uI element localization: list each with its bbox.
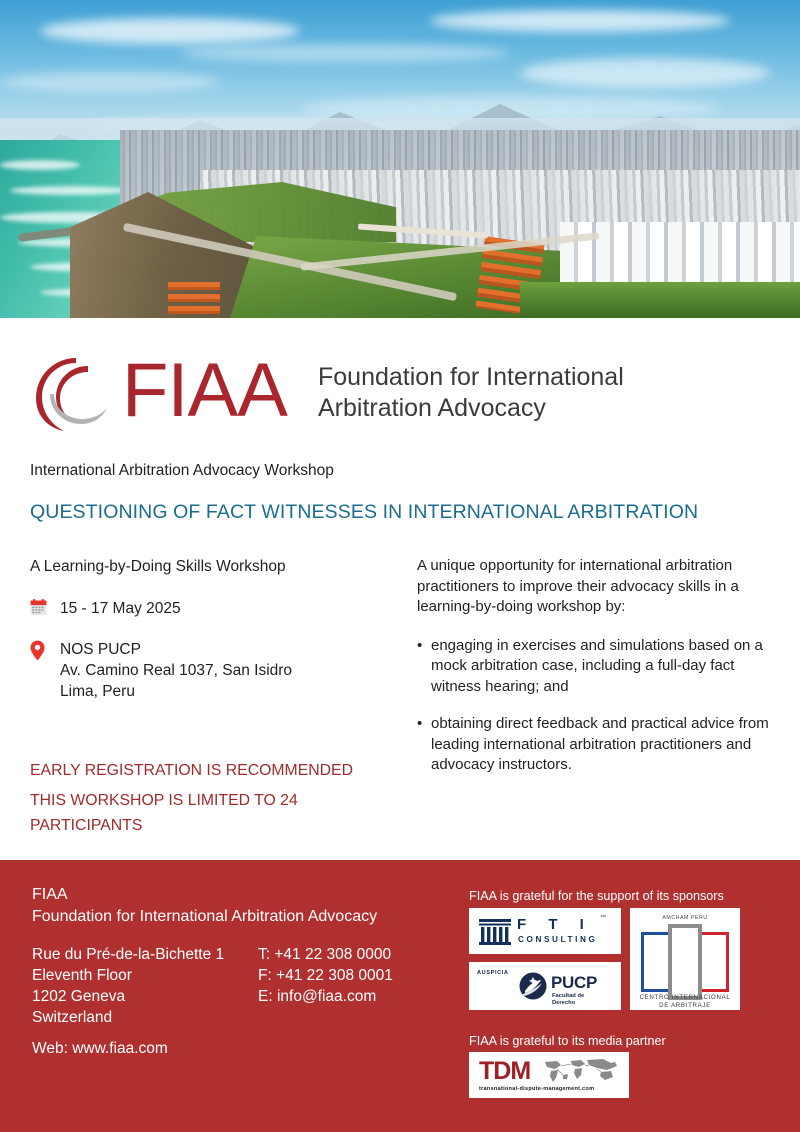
foreground-park [520, 282, 800, 318]
footer-fax: F: +41 22 308 0001 [258, 967, 393, 984]
workshop-kicker: International Arbitration Advocacy Workshop [30, 462, 334, 479]
footer-contact [258, 944, 393, 1007]
tdm-subtitle: transnational-dispute-management.com [479, 1086, 595, 1092]
sponsor-logo-amcham[interactable] [630, 908, 740, 1010]
pucp-shield-icon [519, 972, 547, 1000]
tdm-wordmark: TDM [479, 1057, 531, 1085]
venue-name: NOS PUCP [60, 641, 141, 658]
location-row [30, 639, 400, 702]
date-row [30, 598, 400, 621]
footer-website[interactable]: Web: www.fiaa.com [32, 1040, 168, 1057]
benefits-list [417, 636, 772, 776]
pucp-wordmark: PUCP [551, 973, 598, 992]
sponsor-logo-fti[interactable] [469, 908, 621, 954]
venue-address-1: Av. Camino Real 1037, San Isidro [60, 662, 293, 679]
workshop-subheading: A Learning-by-Doing Skills Workshop [30, 558, 286, 575]
amcham-red-frame [699, 932, 729, 992]
cloud [40, 18, 300, 44]
footer-org-short: FIAA [32, 886, 68, 903]
fti-column-icon [479, 917, 511, 945]
venue-block [60, 639, 292, 702]
footer-email[interactable]: E: info@fiaa.com [258, 988, 377, 1005]
footer-phone: T: +41 22 308 0000 [258, 946, 392, 963]
intro-paragraph: A unique opportunity for international arbitration practitioners to improve their advocacy skills in a learning-by-doing workshop by: [417, 557, 739, 615]
list-item [417, 714, 772, 776]
fti-trademark-icon: ™ [600, 915, 606, 921]
footer-address-line: Switzerland [32, 1009, 113, 1026]
sponsor-logo-pucp[interactable] [469, 962, 621, 1010]
registration-notice [30, 758, 410, 838]
hero-photo [0, 0, 800, 318]
description-column [417, 556, 772, 793]
list-item-text: engaging in exercises and simulations based on a mock arbitration case, including a full-day fact witness hearing; and [431, 636, 763, 695]
surf-line [10, 186, 130, 195]
map-pin-icon [30, 639, 60, 666]
brand-lockup [30, 348, 770, 442]
pucp-subtitle [552, 993, 584, 1007]
fiaa-wordmark: FIAA [122, 348, 287, 433]
footer [0, 860, 800, 1132]
bullet-marker: • [417, 636, 423, 654]
page-title: QUESTIONING OF FACT WITNESSES IN INTERNATIONAL ARBITRATION [30, 501, 699, 523]
pucp-subtitle-line2: Derecho [552, 1000, 576, 1006]
fiaa-tagline [318, 362, 624, 424]
fiaa-tagline-line1: Foundation for International [318, 363, 624, 391]
fti-subtitle: CONSULTING [518, 935, 598, 944]
amcham-gray-frame [668, 924, 702, 1000]
footer-org-full: Foundation for International Arbitration Advocacy [32, 908, 378, 925]
bullet-marker: • [417, 715, 423, 732]
registration-notice-line2: THIS WORKSHOP IS LIMITED TO 24 [30, 792, 298, 809]
amcham-name-line1: CENTRO INTERNACIONAL [639, 994, 731, 1001]
registration-notice-line3: PARTICIPANTS [30, 817, 143, 834]
pucp-subtitle-line1: Facultad de [552, 993, 585, 999]
sponsors-heading: FIAA is grateful for the support of its sponsors [469, 889, 724, 903]
amcham-top-label: AMCHAM PERU [662, 915, 708, 921]
fiaa-tagline-line2: Arbitration Advocacy [318, 394, 546, 422]
media-partner-heading: FIAA is grateful to its media partner [469, 1034, 666, 1048]
world-map-icon [541, 1058, 619, 1084]
cloud [430, 10, 730, 32]
footer-org [32, 884, 377, 928]
list-item [417, 636, 772, 698]
media-partner-logo-tdm[interactable] [469, 1052, 629, 1098]
footer-address-line: Eleventh Floor [32, 967, 132, 984]
amcham-name-line2: DE ARBITRAJE [659, 1002, 711, 1009]
list-item-text: obtaining direct feedback and practical advice from leading international arbitration practitioners and advocacy instructors. [431, 715, 769, 773]
registration-notice-line1: EARLY REGISTRATION IS RECOMMENDED [30, 762, 354, 779]
footer-address [32, 944, 224, 1028]
calendar-icon [30, 598, 60, 621]
fti-letters: F T I [517, 916, 593, 933]
footer-address-line: Rue du Pré-de-la-Bichette 1 [32, 946, 225, 963]
workshop-date: 15 - 17 May 2025 [60, 600, 181, 617]
pucp-auspicia-label: AUSPICIA [477, 970, 509, 976]
footer-address-line: 1202 Geneva [32, 988, 126, 1005]
venue-address-2: Lima, Peru [60, 683, 135, 700]
orange-rooftops [168, 282, 220, 316]
details-column [30, 558, 400, 720]
surf-line [0, 160, 80, 170]
fiaa-crescent-logo [30, 354, 114, 434]
amcham-blue-frame [641, 932, 671, 992]
